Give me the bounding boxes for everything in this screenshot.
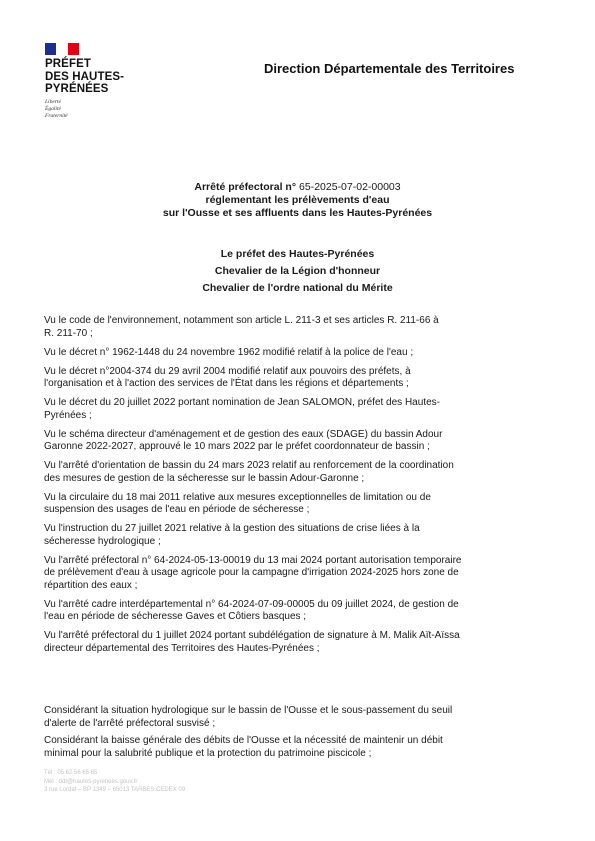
visa-line: Vu l'arrêté préfectoral n° 64-2024-05-13-00019 du 13 mai 2024 portant autorisation temporaire xyxy=(44,554,462,566)
visa-paragraph xyxy=(44,397,550,422)
considerant-line: d'alerte de l'arrêté préfectoral susvisé ; xyxy=(44,717,216,729)
flag-white-stripe xyxy=(56,43,68,55)
arrete-ref-number: 65-2025-07-02-00003 xyxy=(299,181,401,193)
visas-list xyxy=(44,315,550,662)
visa-line: Pyrénées ; xyxy=(44,409,92,421)
footer-phone: Tél : 05 62 56 65 65 xyxy=(44,770,98,776)
flag-red-stripe xyxy=(68,43,79,55)
considerant-paragraph xyxy=(44,705,550,730)
french-flag-logo xyxy=(45,43,79,55)
visa-line: sécheresse hydrologique ; xyxy=(44,535,161,547)
visa-paragraph xyxy=(44,460,550,485)
visa-paragraph xyxy=(44,429,550,454)
visa-line: Vu le schéma directeur d'aménagement et de gestion des eaux (SDAGE) du bassin Adour xyxy=(44,428,443,440)
visa-paragraph xyxy=(44,315,550,340)
visa-line: Vu le code de l'environnement, notamment son article L. 211-3 et ses articles R. 211-66 à xyxy=(44,315,439,326)
visa-line: Vu le décret n°2004-374 du 29 avril 2004 modifié relatif aux pouvoirs des préfets, à xyxy=(44,365,411,377)
visa-line: l'eau en période de sécheresse Gaves et Côtiers basques ; xyxy=(44,611,307,622)
prefet-title-line: Chevalier de la Légion d'honneur xyxy=(214,265,381,277)
visa-line: directeur départemental des Territoires des Hautes-Pyrénées ; xyxy=(44,642,320,654)
footer-address: 3 rue Lordat – BP 1349 – 65013 TARBES CEDEX 09 xyxy=(44,787,186,793)
prefecture-block xyxy=(45,58,124,120)
republic-motto xyxy=(45,99,124,120)
prefet-title-line: Le préfet des Hautes-Pyrénées xyxy=(220,248,375,260)
visa-paragraph xyxy=(44,366,550,391)
arrete-ref-label: Arrêté préfectoral n° xyxy=(194,181,297,193)
visa-line: Vu le décret n° 1962-1448 du 24 novembre 1962 modifié relatif à la police de l'eau ; xyxy=(44,346,414,358)
flag-blue-stripe xyxy=(45,43,56,55)
prefecture-name-line: DES HAUTES- xyxy=(45,70,125,83)
visa-line: Vu la circulaire du 18 mai 2011 relative aux mesures exceptionnelles de limitation ou de xyxy=(44,491,431,503)
visa-paragraph xyxy=(44,555,550,593)
considerant-paragraph xyxy=(44,735,550,760)
motto-line: Liberté xyxy=(45,98,61,105)
visa-line: Vu l'arrêté préfectoral du 1 juillet 2024 portant subdélégation de signature à M. Malik Aït-Aïssa xyxy=(44,630,460,641)
arrete-reference-line xyxy=(0,180,595,194)
visa-line: Vu l'arrêté cadre interdépartemental n° 64-2024-07-09-00005 du 09 juillet 2024, de gestion de xyxy=(44,598,459,610)
contact-footer xyxy=(44,769,185,795)
motto-line: Égalité xyxy=(45,105,61,112)
visa-paragraph xyxy=(44,630,550,655)
arrete-title-block xyxy=(0,180,595,220)
visa-paragraph xyxy=(44,347,550,360)
visa-line: de prélèvement d'eau à usage agricole pour la campagne d'irrigation 2024-2025 hors zone de xyxy=(44,567,459,578)
prefecture-name-line: PYRÉNÉES xyxy=(45,83,109,95)
visa-line: l'organisation et à l'action des services de l'État dans les régions et départements ; xyxy=(44,378,409,389)
prefet-titles-block xyxy=(0,246,595,297)
considerants-list xyxy=(44,705,550,765)
footer-email: Mél : ddt@hautes-pyrenees.gouv.fr xyxy=(44,778,138,785)
visa-paragraph xyxy=(44,492,550,517)
visa-line: R. 211-70 ; xyxy=(44,327,93,339)
considerant-line: Considérant la situation hydrologique sur le bassin de l'Ousse et le sous-passement du seuil xyxy=(44,705,453,716)
prefet-title-line: Chevalier de l'ordre national du Mérite xyxy=(202,282,393,294)
considerant-line: Considérant la baisse générale des débits de l'Ousse et la nécessité de maintenir un débit xyxy=(44,735,443,746)
visa-paragraph xyxy=(44,599,550,624)
considerant-line: minimal pour la salubrité publique et la protection du patrimoine piscicole ; xyxy=(44,747,372,759)
visa-paragraph xyxy=(44,523,550,548)
prefecture-name xyxy=(45,58,124,96)
visa-line: des mesures de gestion de la sécheresse sur le bassin Adour-Garonne ; xyxy=(44,472,365,484)
department-title: Direction Départementale des Territoires xyxy=(264,61,515,76)
visa-line: suspension des usages de l'eau en période de sécheresse ; xyxy=(44,504,310,515)
visa-line: répartition des eaux ; xyxy=(44,579,138,591)
visa-line: Vu l'arrêté d'orientation de bassin du 24 mars 2023 relatif au renforcement de la coordination xyxy=(44,460,454,471)
motto-line: Fraternité xyxy=(45,112,68,119)
visa-line: Garonne 2022-2027, approuvé le 10 mars 2022 par le préfet coordonnateur de bassin ; xyxy=(44,441,430,452)
visa-line: Vu l'instruction du 27 juillet 2021 relative à la gestion des situations de crise liées à la xyxy=(44,523,420,534)
prefecture-name-line: PRÉFET xyxy=(45,58,91,70)
arrete-title-line: réglementant les prélèvements d'eau xyxy=(205,194,390,206)
arrete-title-line: sur l'Ousse et ses affluents dans les Hautes-Pyrénées xyxy=(162,207,433,219)
visa-line: Vu le décret du 20 juillet 2022 portant nomination de Jean SALOMON, préfet des Hautes- xyxy=(44,397,440,408)
